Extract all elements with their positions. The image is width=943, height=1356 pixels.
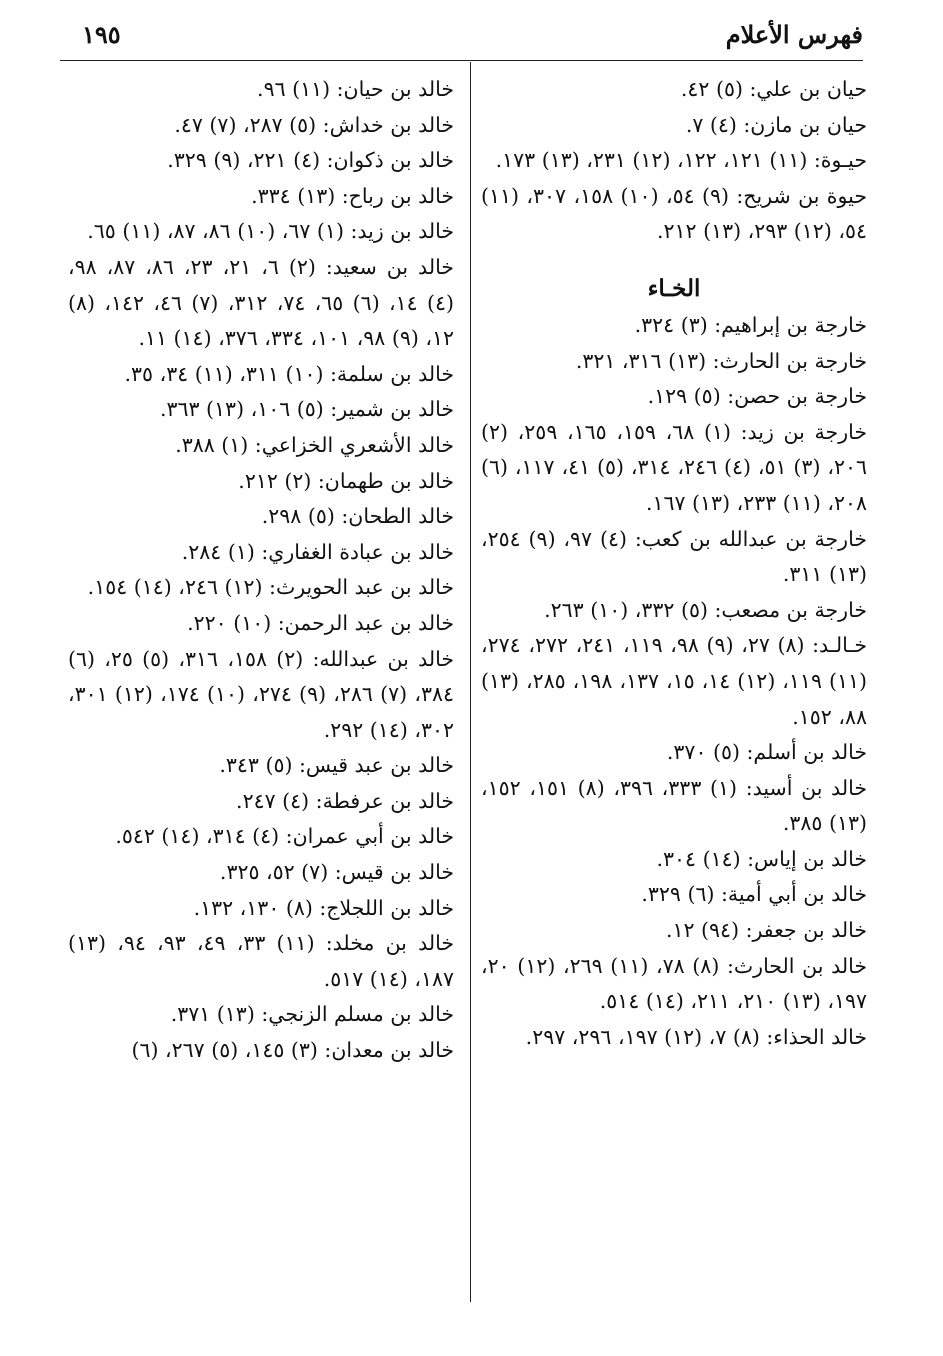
index-entry: خارجة بن حصن: (٥) ١٢٩. — [647, 384, 867, 409]
page-header — [60, 16, 863, 61]
section-heading: الخـاء — [647, 274, 701, 302]
index-entry: خارجة بن إبراهيم: (٣) ٣٢٤. — [634, 312, 867, 337]
index-entry: خالد بن الحارث: (٨) ٧٨، (١١) ٢٦٩، (١٢) ٢٠، ١٩٧، (١٣) ٢١٠، ٢١١، (١٤) ٥١٤. — [481, 953, 868, 1014]
index-entry: خالد بن عبدالله: (٢) ١٥٨، ٣١٦، (٥) ٢٥، (٦) ٣٨٤، (٧) ٢٨٦، (٩) ٢٧٤، (١٠) ١٧٤، (١٢) ٣٠١، ٣٠٢، (١٤) ٢٩٢. — [68, 646, 455, 742]
index-entry: خارجة بن عبدالله بن كعب: (٤) ٩٧، (٩) ٢٥٤، (١٣) ٣١١. — [481, 526, 868, 587]
index-entry: خالد بن معدان: (٣) ١٤٥، (٥) ٢٦٧، (٦) — [131, 1038, 454, 1063]
index-entry: خالد بن طهمان: (٢) ٢١٢. — [238, 468, 454, 493]
index-entry: خالد بن شمير: (٥) ١٠٦، (١٣) ٣٦٣. — [159, 397, 454, 422]
index-entry: حيان بن مازن: (٤) ٧. — [685, 112, 867, 137]
index-entry: حيـوة: (١١) ١٢١، ١٢٢، (١٢) ٢٣١، (١٣) ١٧٣. — [495, 148, 867, 173]
index-entry: خالد بن رباح: (١٣) ٣٣٤. — [251, 183, 454, 208]
index-entry: خالد بن جعفر: (٩٤) ١٢. — [665, 918, 867, 943]
page-title: فهرس الأعلام — [725, 20, 863, 49]
index-entry: خالد بن عبادة الغفاري: (١) ٢٨٤. — [181, 539, 454, 564]
index-entry: خـالـد: (٨) ٢٧، (٩) ٩٨، ١١٩، ٢٤١، ٢٧٢، ٢٧٤، (١١) ١١٩، (١٢) ١٤، ١٥، ١٣٧، ١٩٨، ٢٨٥، (١٣) ٨٨، ١٥٢. — [481, 633, 867, 729]
index-entry: خالد بن إياس: (١٤) ٣٠٤. — [656, 846, 867, 871]
index-entry: خالد بن حيان: (١١) ٩٦. — [257, 77, 454, 101]
page-number: ١٩٥ — [82, 20, 121, 49]
index-entry: خالد بن مخلد: (١١) ٣٣، ٤٩، ٩٣، ٩٤، (١٣) ١٨٧، (١٤) ٥١٧. — [68, 931, 454, 991]
index-entry: خالد الحذاء: (٨) ٧، (١٢) ١٩٧، ٢٩٦، ٢٩٧. — [525, 1024, 867, 1049]
index-entry: خالد بن سلمة: (١٠) ٣١١، (١١) ٣٤، ٣٥. — [124, 361, 454, 386]
index-entry: خالد بن مسلم الزنجي: (١٣) ٣٧١. — [170, 1002, 454, 1027]
index-entry: خالد الأشعري الخزاعي: (١) ٣٨٨. — [175, 432, 454, 457]
index-entry: خالد بن أبي أمية: (٦) ٣٢٩. — [641, 882, 867, 907]
index-entry: خارجة بن مصعب: (٥) ٣٣٢، (١٠) ٢٦٣. — [544, 597, 867, 622]
index-entry: خالد بن اللجلاج: (٨) ١٣٠، ١٣٢. — [193, 895, 454, 920]
index-entry: خالد بن سعيد: (٢) ٦، ٢١، ٢٣، ٨٦، ٨٧، ٩٨، (٤) ١٤، (٦) ٦٥، ٧٤، ٣١٢، (٧) ٤٦، ١٤٢، (٨) ١٢، (٩) ٩٨، ١٠١، ٣٣٤، ٣٧٦، (١٤) ١١. — [68, 254, 455, 351]
index-entry: خالد بن أبي عمران: (٤) ٣١٤، (١٤) ٥٤٢. — [115, 824, 454, 849]
column-divider — [470, 62, 471, 1302]
index-entry: حيان بن علي: (٥) ٤٢. — [680, 77, 867, 101]
index-entry: خالد بن زيد: (١) ٦٧، (١٠) ٨٦، ٨٧، (١١) ٦٥. — [87, 219, 454, 244]
index-entry: خارجة بن الحارث: (١٣) ٣١٦، ٣٢١. — [575, 348, 867, 373]
index-entry: خالد بن عبد قيس: (٥) ٣٤٣. — [219, 753, 454, 778]
index-column-right — [481, 72, 867, 1055]
index-column-left — [68, 72, 454, 1069]
index-entry: خالد الطحان: (٥) ٢٩٨. — [261, 504, 454, 529]
index-entry: خالد بن عبد الرحمن: (١٠) ٢٢٠. — [187, 610, 454, 635]
index-entry: خالد بن أسيد: (١) ٣٣٣، ٣٩٦، (٨) ١٥١، ١٥٢، (١٣) ٣٨٥. — [481, 775, 867, 836]
index-entry: خالد بن خداش: (٥) ٢٨٧، (٧) ٤٧. — [174, 112, 454, 137]
index-entry: خالد بن ذكوان: (٤) ٢٢١، (٩) ٣٢٩. — [167, 148, 454, 173]
index-entry: خالد بن قيس: (٧) ٥٢، ٣٢٥. — [219, 860, 454, 885]
index-entry: خالد بن أسلم: (٥) ٣٧٠. — [666, 740, 867, 765]
index-entry: حيوة بن شريح: (٩) ٥٤، (١٠) ١٥٨، ٣٠٧، (١١) ٥٤، (١٢) ٢٩٣، (١٣) ٢١٢. — [481, 183, 867, 244]
index-entry: خالد بن عرفطة: (٤) ٢٤٧. — [236, 788, 454, 813]
index-entry: خالد بن عبد الحويرث: (١٢) ٢٤٦، (١٤) ١٥٤. — [87, 575, 454, 600]
index-entry: خارجة بن زيد: (١) ٦٨، ١٥٩، ١٦٥، ٢٥٩، (٢) ٢٠٦، (٣) ٥١، (٤) ٢٤٦، ٣١٤، (٥) ٤١، ١١٧، (٦) ٢٠٨، (١١) ٢٣٣، (١٣) ١٦٧. — [481, 419, 868, 515]
